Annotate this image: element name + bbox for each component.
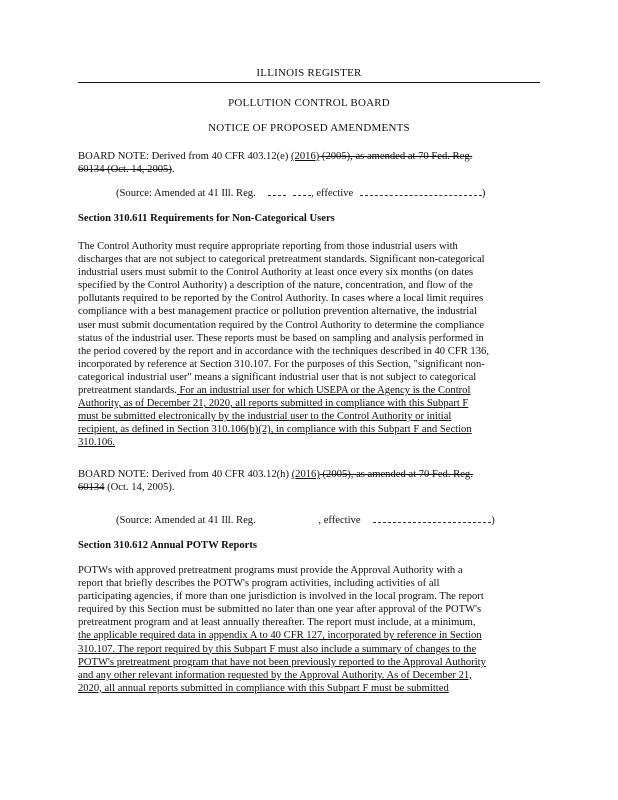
paragraph-line: compliance with a best management practice or pollution prevention alternative, the industrial bbox=[78, 306, 477, 318]
added-text: (2016) bbox=[291, 469, 320, 480]
paragraph-line: discharges that are not subject to categorical pretreatment standards. Significant non-categorical bbox=[78, 254, 485, 266]
paragraph-line: The Control Authority must require appropriate reporting from those industrial users with bbox=[78, 241, 458, 252]
register-header: ILLINOIS REGISTER bbox=[256, 67, 362, 79]
notice-title: NOTICE OF PROPOSED AMENDMENTS bbox=[208, 122, 410, 134]
added-line: POTW's pretreatment program that have not been previously reported to the Approval Authority bbox=[78, 656, 486, 668]
paragraph-line: user must submit documentation required by the Control Authority to determine the compliance bbox=[78, 319, 485, 331]
board-note-1-line-1: BOARD NOTE: Derived from 40 CFR 403.12(e) (2016) (2005), as amended at 70 Fed. Reg. bbox=[78, 151, 473, 162]
added-line: 2020, all annual reports submitted in compliance with this Subpart F must be submitted bbox=[78, 682, 449, 694]
board-note-2 bbox=[78, 468, 540, 494]
added-line: 310.107. The report required by this Subpart F must also include a summary of changes to the bbox=[78, 643, 477, 655]
deleted-text: 60134 bbox=[78, 482, 105, 494]
board-note-1 bbox=[78, 150, 540, 176]
deleted-text: (2005), as amended at 70 Fed. Reg. bbox=[319, 469, 473, 480]
added-line: must be submitted electronically by the industrial user to the Control Authority or initial bbox=[78, 411, 452, 423]
register-page-blank bbox=[293, 186, 311, 196]
paragraph-line: incorporated by reference at Section 310.107. For the purposes of this Section, "significant non- bbox=[78, 358, 485, 370]
paragraph-line: POTWs with approved pretreatment programs must provide the Approval Authority with a bbox=[78, 565, 463, 576]
paragraph-line: pretreatment standards. For an industrial user for which USEPA or the Agency is the Control bbox=[78, 385, 471, 397]
deleted-text: 60134 (Oct. 14, 2005) bbox=[78, 164, 172, 176]
board-note-2-line-2: 60134 (Oct. 14, 2005). bbox=[78, 482, 175, 494]
board-note-1-line-2: 60134 (Oct. 14, 2005). bbox=[78, 164, 175, 176]
section-310-611-heading: Section 310.611 Requirements for Non-Categorical Users bbox=[78, 213, 335, 224]
board-name: POLLUTION CONTROL BOARD bbox=[228, 97, 390, 109]
added-text: For an industrial user for which USEPA or the Agency is the Control bbox=[176, 385, 471, 397]
board-note-2-line-1: BOARD NOTE: Derived from 40 CFR 403.12(h) (2016) (2005), as amended at 70 Fed. Reg. bbox=[78, 469, 473, 480]
paragraph-line: required by this Section must be submitted no later than one year after approval of the POTW's bbox=[78, 604, 482, 616]
source-note-2: (Source: Amended at 41 Ill. Reg. , effective ) bbox=[116, 515, 495, 526]
section-310-611-body bbox=[78, 240, 540, 450]
added-text: (2016) bbox=[291, 151, 320, 162]
paragraph-line: pretreatment program and at least annually thereafter. The report must include, at a minimum, bbox=[78, 617, 476, 629]
added-line: and any other relevant information requested by the Approval Authority. As of December 21, bbox=[78, 669, 472, 681]
paragraph-line: the period covered by the report and in accordance with the techniques described in 40 CFR 136, bbox=[78, 345, 489, 357]
paragraph-line: report that briefly describes the POTW's program activities, including activities of all bbox=[78, 578, 440, 590]
paragraph-line: specified by the Control Authority) a description of the nature, concentration, and flow of the bbox=[78, 280, 473, 292]
paragraph-line: industrial users must submit to the Control Authority at least once every six months (on dates bbox=[78, 267, 474, 279]
section-310-612-heading: Section 310.612 Annual POTW Reports bbox=[78, 540, 258, 551]
paragraph-line: participating agencies, if more than one jurisdiction is involved in the local program. The report bbox=[78, 591, 484, 603]
section-310-612-body bbox=[78, 564, 540, 695]
added-line: Authority, as of December 21, 2020, all reports submitted in compliance with this Subpart F bbox=[78, 398, 469, 410]
register-volume-blank bbox=[268, 186, 286, 196]
effective-date-blank bbox=[373, 513, 491, 523]
added-line: the applicable required data in appendix A to 40 CFR 127, incorporated by reference in Section bbox=[78, 630, 482, 642]
deleted-text: (2005), as amended at 70 Fed. Reg. bbox=[319, 151, 473, 162]
paragraph-line: pollutants required to be reported by the Control Authority. In cases where a local limit requires bbox=[78, 293, 484, 305]
header-rule bbox=[78, 82, 540, 83]
source-note-1: (Source: Amended at 41 Ill. Reg. , effective ) bbox=[116, 188, 486, 199]
paragraph-line: status of the industrial user. These reports must be based on sampling and analysis performed in bbox=[78, 332, 484, 344]
added-line: 310.106. bbox=[78, 437, 116, 449]
effective-date-blank bbox=[360, 186, 482, 196]
added-line: recipient, as defined in Section 310.106(b)(2), in compliance with this Subpart F and Section bbox=[78, 424, 472, 436]
paragraph-line: categorical industrial user" means a significant industrial user that is not subject to categorical bbox=[78, 371, 477, 383]
